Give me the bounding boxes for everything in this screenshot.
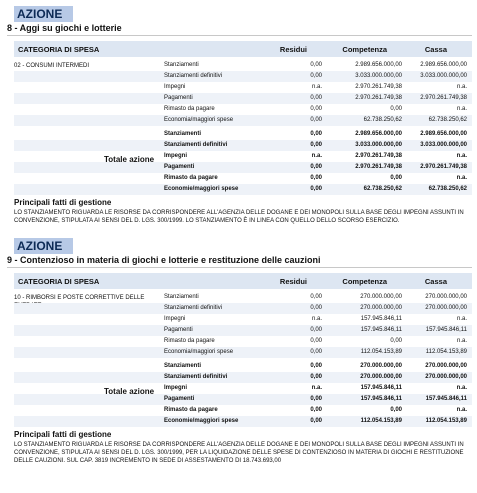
cassa-cell: 2.970.261.749,38: [420, 164, 467, 170]
table-row: [14, 347, 472, 358]
column-header: Competenza: [342, 45, 387, 54]
residui-cell: n.a.: [311, 153, 322, 159]
total-row: [14, 361, 472, 372]
row-label: Impegni: [164, 153, 188, 159]
total-row: [14, 383, 472, 394]
total-row: [14, 173, 472, 184]
divider: [7, 35, 472, 36]
residui-cell: 0,00: [310, 62, 322, 68]
cassa-cell: 157.945.846,11: [425, 327, 467, 333]
competenza-cell: 2.970.261.749,38: [355, 153, 402, 159]
section-heading: AZIONE: [14, 238, 73, 254]
column-header: Residui: [279, 45, 307, 54]
residui-cell: 0,00: [310, 117, 322, 123]
cassa-cell: n.a.: [456, 175, 467, 181]
competenza-cell: 3.033.000.000,00: [355, 142, 402, 148]
residui-cell: 0,00: [310, 349, 322, 355]
competenza-cell: 62.738.250,62: [363, 186, 402, 192]
cassa-cell: n.a.: [456, 385, 467, 391]
row-label: Rimasto da pagare: [164, 338, 215, 344]
section-title: 8 - Aggi su giochi e lotterie: [7, 23, 122, 33]
cassa-cell: 112.054.153,89: [425, 349, 467, 355]
row-label: Stanziamenti definitivi: [164, 142, 228, 148]
table-row: [14, 292, 472, 303]
cassa-cell: n.a.: [456, 407, 467, 413]
row-label: Rimasto da pagare: [164, 175, 218, 181]
row-label: Stanziamenti: [164, 131, 202, 137]
competenza-cell: 157.945.846,11: [360, 396, 402, 402]
residui-cell: 0,00: [310, 396, 322, 402]
row-label: Pagamenti: [164, 95, 193, 101]
row-label: Economie/maggiori spese: [164, 418, 239, 424]
residui-cell: 0,00: [310, 142, 322, 148]
total-row: [14, 184, 472, 195]
category-label: 10 - RIMBORSI E POSTE CORRETTIVE DELLE: [14, 295, 145, 301]
table-row: [14, 325, 472, 336]
row-label: Stanziamenti definitivi: [164, 73, 223, 79]
row-label: Rimasto da pagare: [164, 407, 218, 413]
competenza-cell: 157.945.846,11: [360, 316, 402, 322]
cassa-cell: 3.033.000.000,00: [420, 142, 467, 148]
cassa-cell: 62.738.250,62: [428, 117, 467, 123]
residui-cell: n.a.: [311, 84, 322, 90]
section-title: 9 - Contenzioso in materia di giochi e lotterie e restituzione delle cauzioni: [7, 255, 321, 265]
column-header: Residui: [279, 277, 307, 286]
cassa-cell: n.a.: [456, 316, 467, 322]
principali-label: Principali fatti di gestione: [14, 430, 112, 439]
table-row: [14, 93, 472, 104]
residui-cell: 0,00: [310, 418, 322, 424]
cassa-cell: 112.054.153,89: [425, 418, 467, 424]
residui-cell: 0,00: [310, 327, 322, 333]
competenza-cell: 270.000.000,00: [360, 294, 402, 300]
column-header: Competenza: [342, 277, 387, 286]
cassa-cell: 270.000.000,00: [425, 363, 467, 369]
column-header: Cassa: [424, 277, 447, 286]
table-row: [14, 115, 472, 126]
residui-cell: 0,00: [310, 338, 322, 344]
table-header: [14, 41, 472, 57]
cassa-cell: 62.738.250,62: [428, 186, 467, 192]
residui-cell: 0,00: [310, 164, 322, 170]
row-label: Rimasto da pagare: [164, 106, 215, 112]
row-label: Stanziamenti: [164, 363, 202, 369]
competenza-cell: 2.970.261.749,38: [355, 95, 402, 101]
competenza-cell: 2.989.656.000,00: [355, 131, 402, 137]
residui-cell: 0,00: [310, 305, 322, 311]
table-row: [14, 303, 472, 314]
cassa-cell: 2.989.656.000,00: [420, 62, 467, 68]
competenza-cell: 0,00: [390, 106, 402, 112]
competenza-cell: 0,00: [390, 338, 402, 344]
competenza-cell: 157.945.846,11: [360, 327, 402, 333]
total-row: [14, 162, 472, 173]
row-label: Pagamenti: [164, 396, 195, 402]
residui-cell: 0,00: [310, 363, 322, 369]
row-label: Pagamenti: [164, 164, 195, 170]
residui-cell: 0,00: [310, 131, 322, 137]
table-row: [14, 60, 472, 71]
residui-cell: n.a.: [311, 385, 322, 391]
cassa-cell: 3.033.000.000,00: [420, 73, 467, 79]
cassa-cell: 157.945.846,11: [425, 396, 467, 402]
cassa-cell: n.a.: [456, 106, 467, 112]
column-header: CATEGORIA DI SPESA: [18, 277, 100, 286]
cassa-cell: 2.970.261.749,38: [420, 95, 467, 101]
competenza-cell: 112.054.153,89: [360, 418, 402, 424]
competenza-cell: 270.000.000,00: [360, 374, 402, 380]
total-label: Totale azione: [104, 387, 155, 396]
competenza-cell: 62.738.250,62: [363, 117, 402, 123]
total-row: [14, 394, 472, 405]
column-header: Cassa: [424, 45, 447, 54]
residui-cell: 0,00: [310, 175, 322, 181]
column-header: CATEGORIA DI SPESA: [18, 45, 100, 54]
row-label: Stanziamenti definitivi: [164, 374, 228, 380]
row-label: Economia/maggiori spese: [164, 117, 234, 123]
competenza-cell: 3.033.000.000,00: [355, 73, 402, 79]
principali-label: Principali fatti di gestione: [14, 198, 112, 207]
row-label: Impegni: [164, 385, 188, 391]
row-label: Pagamenti: [164, 327, 193, 333]
residui-cell: 0,00: [310, 95, 322, 101]
table-header: [14, 273, 472, 289]
row-label: Stanziamenti definitivi: [164, 305, 223, 311]
competenza-cell: 112.054.153,89: [360, 349, 402, 355]
section-heading: AZIONE: [14, 6, 73, 22]
table-row: [14, 71, 472, 82]
competenza-cell: 0,00: [390, 175, 402, 181]
residui-cell: 0,00: [310, 374, 322, 380]
competenza-cell: 2.970.261.749,38: [355, 84, 402, 90]
competenza-cell: 157.945.846,11: [360, 385, 402, 391]
residui-cell: 0,00: [310, 73, 322, 79]
table-row: [14, 82, 472, 93]
competenza-cell: 0,00: [390, 407, 402, 413]
cassa-cell: n.a.: [456, 153, 467, 159]
row-label: Economia/maggiori spese: [164, 349, 234, 355]
table-row: [14, 336, 472, 347]
row-label: Stanziamenti: [164, 294, 199, 300]
cassa-cell: n.a.: [456, 84, 467, 90]
cassa-cell: 2.989.656.000,00: [420, 131, 467, 137]
total-label: Totale azione: [104, 155, 155, 164]
cassa-cell: 270.000.000,00: [425, 374, 467, 380]
residui-cell: 0,00: [310, 407, 322, 413]
table-row: [14, 314, 472, 325]
competenza-cell: 270.000.000,00: [360, 363, 402, 369]
principali-text: LO STANZIAMENTO RIGUARDA LE RISORSE DA CORRISPONDERE ALL'AGENZIA DELLE DOGANE E DEI MONOPOLI SULLA BASE DEGLI IMPEGNI ASSUNTI IN CONVENZIONE, STIPULATA AI SENSI DEL D. LGS. 300/1999, PER LA LIQUIDAZIONE DELLE SPESE DI CONTENZIOSO IN MATERIA DI GIOCHI E RESTITUZIONE DELLE CAUZIONI. SUL CAP. 3819 INCREMENTO IN SEDE DI ASSESTAMENTO DI 18.743.693,00: [14, 442, 464, 464]
residui-cell: 0,00: [310, 294, 322, 300]
residui-cell: n.a.: [311, 316, 322, 322]
cassa-cell: 270.000.000,00: [425, 294, 467, 300]
row-label: Economie/maggiori spese: [164, 186, 239, 192]
total-row: [14, 372, 472, 383]
row-label: Stanziamenti: [164, 62, 199, 68]
divider: [7, 267, 472, 268]
residui-cell: 0,00: [310, 186, 322, 192]
row-label: Impegni: [164, 316, 186, 322]
table-row: [14, 104, 472, 115]
total-row: [14, 416, 472, 427]
residui-cell: 0,00: [310, 106, 322, 112]
competenza-cell: 2.989.656.000,00: [355, 62, 402, 68]
competenza-cell: 270.000.000,00: [360, 305, 402, 311]
total-row: [14, 151, 472, 162]
cassa-cell: 270.000.000,00: [425, 305, 467, 311]
row-label: Impegni: [164, 84, 186, 90]
principali-text: LO STANZIAMENTO RIGUARDA LE RISORSE DA CORRISPONDERE ALL'AGENZIA DELLE DOGANE E DEI MONOPOLI SULLA BASE DEGLI IMPEGNI ASSUNTI IN CONVENZIONE, STIPULATA AI SENSI DEL D. LGS. 300/1999. LO STANZIAMENTO È IN LINEA CON QUELLO DELLO SCORSO ESERCIZIO.: [14, 210, 464, 224]
total-row: [14, 129, 472, 140]
total-row: [14, 140, 472, 151]
category-label: 02 - CONSUMI INTERMEDI: [14, 63, 90, 69]
competenza-cell: 2.970.261.749,38: [355, 164, 402, 170]
cassa-cell: n.a.: [456, 338, 467, 344]
total-row: [14, 405, 472, 416]
